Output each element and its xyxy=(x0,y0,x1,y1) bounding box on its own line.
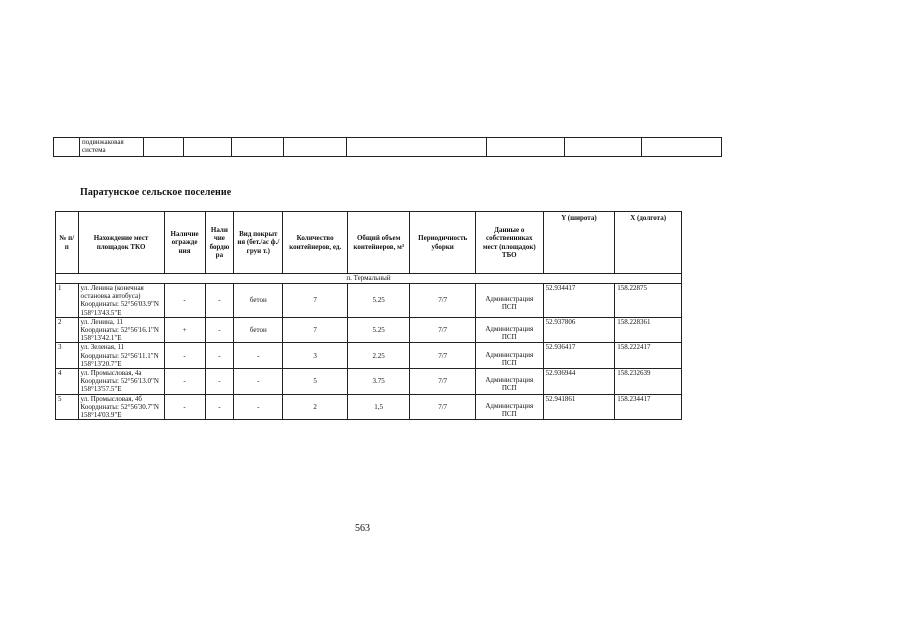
cell-num: 4 xyxy=(56,369,79,395)
cell-address: ул. Ленина, 11 Координаты: 52°56'16.1"N 158°13'42.1"E xyxy=(78,317,164,343)
page-number: 563 xyxy=(355,523,370,534)
cell-period: 7/7 xyxy=(410,317,476,343)
table-row xyxy=(56,284,682,318)
cell-surface: бетон xyxy=(234,317,283,343)
cell-owner: Администрация ПСП xyxy=(475,369,543,395)
cell-period: 7/7 xyxy=(410,369,476,395)
cell-curb: - xyxy=(205,394,234,420)
cell-num: 1 xyxy=(56,284,79,318)
cell-lon: 158.234417 xyxy=(615,394,682,420)
cell-volume: 1,5 xyxy=(347,394,409,420)
cell-volume: 5.25 xyxy=(347,317,409,343)
cell-lon: 158.22875 xyxy=(615,284,682,318)
cell-containers: 7 xyxy=(283,284,348,318)
fragment-text: подвижаковая система xyxy=(80,138,144,157)
cell-address: ул. Ленина (конечная остановка автобуса) Координаты: 52°56'03.9"N 158°13'43.5"E xyxy=(78,284,164,318)
cell-curb: - xyxy=(205,343,234,369)
cell-lat: 52.936417 xyxy=(543,343,615,369)
table-row xyxy=(56,317,682,343)
waste-sites-table xyxy=(55,211,682,420)
cell-surface: - xyxy=(234,394,283,420)
header-period: Периодичность уборки xyxy=(410,212,476,274)
cell-lon: 158.222417 xyxy=(615,343,682,369)
cell-lon: 158.228361 xyxy=(615,317,682,343)
cell-owner: Администрация ПСП xyxy=(475,394,543,420)
cell-containers: 7 xyxy=(283,317,348,343)
cell-volume: 2.25 xyxy=(347,343,409,369)
header-curb: Нали чие бордю ра xyxy=(205,212,234,274)
cell-address: ул. Зеленая, 11 Координаты: 52°56'11.1"N 158°13'20.7"E xyxy=(78,343,164,369)
cell-num: 2 xyxy=(56,317,79,343)
cell-surface: бетон xyxy=(234,284,283,318)
header-fence: Наличие огражде ния xyxy=(164,212,205,274)
section-title: Паратунское сельское поселение xyxy=(80,187,232,198)
cell-fence: - xyxy=(164,284,205,318)
fragment-row xyxy=(54,138,722,157)
cell-owner: Администрация ПСП xyxy=(475,284,543,318)
header-num: № п/п xyxy=(56,212,79,274)
cell-curb: - xyxy=(205,284,234,318)
cell-fence: + xyxy=(164,317,205,343)
cell-fence: - xyxy=(164,369,205,395)
cell-curb: - xyxy=(205,317,234,343)
header-lat: Y (широта) xyxy=(543,212,615,274)
header-owner: Данные о собственниках мест (площадок) ТБО xyxy=(475,212,543,274)
cell-lon: 158.232639 xyxy=(615,369,682,395)
cell-surface: - xyxy=(234,369,283,395)
cell-curb: - xyxy=(205,369,234,395)
header-surface: Вид покрыт ия (бет./ас ф./грун т.) xyxy=(234,212,283,274)
cell-lat: 52.941861 xyxy=(543,394,615,420)
locality-row xyxy=(56,274,682,284)
table-row xyxy=(56,343,682,369)
cell-address: ул. Промысловая, 4а Координаты: 52°56'13.0"N 158°13'57.5"E xyxy=(78,369,164,395)
cell-period: 7/7 xyxy=(410,343,476,369)
cell-num: 3 xyxy=(56,343,79,369)
cell-volume: 5.25 xyxy=(347,284,409,318)
cell-containers: 2 xyxy=(283,394,348,420)
header-containers: Количество контейнеров, ед. xyxy=(283,212,348,274)
cell-surface: - xyxy=(234,343,283,369)
cell-period: 7/7 xyxy=(410,394,476,420)
cell-address: ул. Промысловая, 4б Координаты: 52°56'30.7"N 158°14'03.9"E xyxy=(78,394,164,420)
cell-fence: - xyxy=(164,394,205,420)
cell-fence: - xyxy=(164,343,205,369)
cell-lat: 52.936944 xyxy=(543,369,615,395)
header-location: Нахождение мест площадок ТКО xyxy=(78,212,164,274)
cell-num: 5 xyxy=(56,394,79,420)
header-volume: Общий объем контейнеров, м³ xyxy=(347,212,409,274)
cell-owner: Администрация ПСП xyxy=(475,317,543,343)
cell-lat: 52.937806 xyxy=(543,317,615,343)
cell-period: 7/7 xyxy=(410,284,476,318)
header-row xyxy=(56,212,682,274)
cell-containers: 5 xyxy=(283,369,348,395)
table-row xyxy=(56,369,682,395)
cell-lat: 52.934417 xyxy=(543,284,615,318)
cell-volume: 3.75 xyxy=(347,369,409,395)
previous-table-fragment xyxy=(53,137,722,157)
table-row xyxy=(56,394,682,420)
cell-owner: Администрация ПСП xyxy=(475,343,543,369)
cell-containers: 3 xyxy=(283,343,348,369)
locality-name: п. Термальный xyxy=(56,274,682,284)
header-lon: X (долгота) xyxy=(615,212,682,274)
